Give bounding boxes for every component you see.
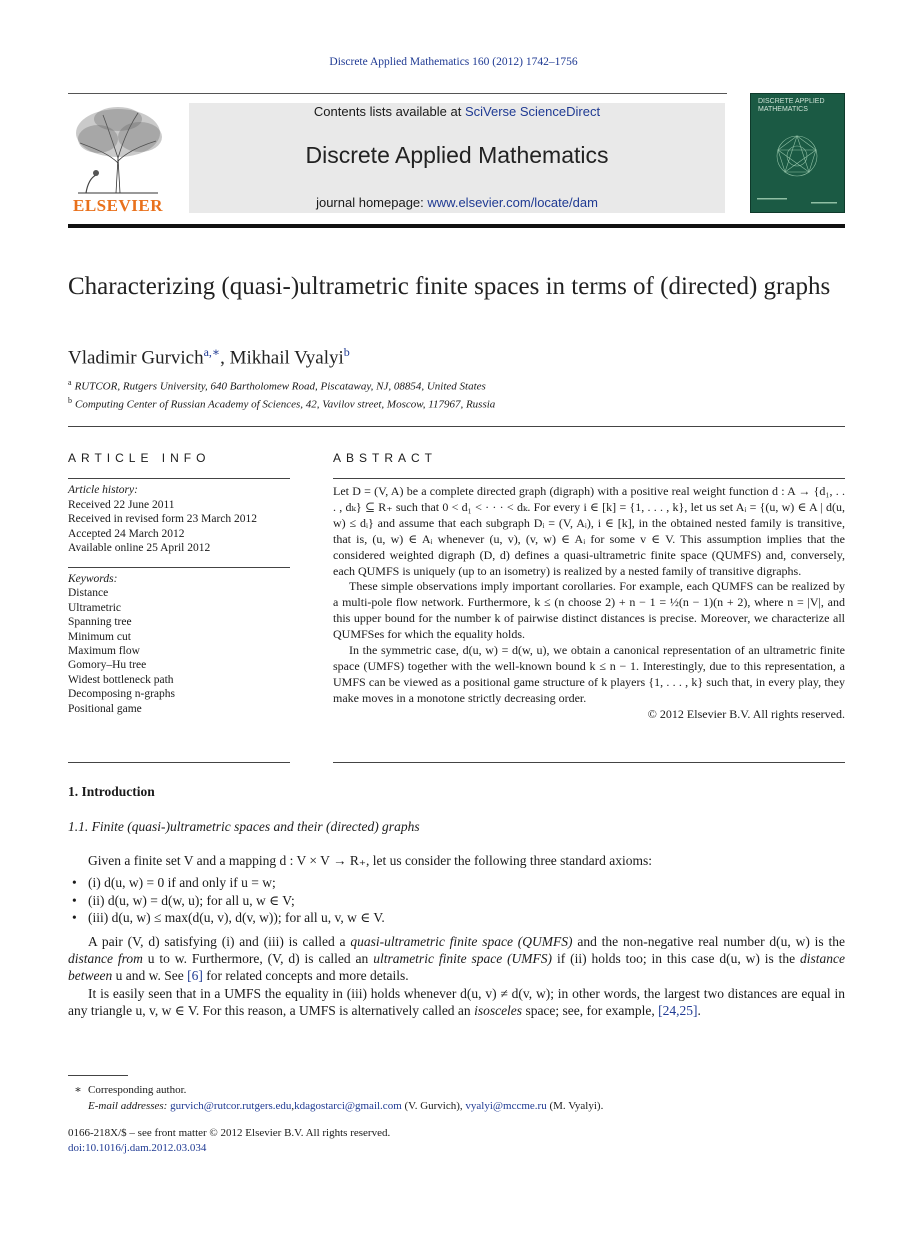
divider (68, 762, 290, 763)
footnote (68, 1082, 845, 1114)
text-run: A pair (V, d) satisfying (i) and (iii) is called a (88, 933, 351, 949)
cover-title: DISCRETE APPLIED MATHEMATICS (758, 98, 825, 113)
sciencedirect-link[interactable]: SciVerse ScienceDirect (464, 104, 601, 119)
corresponding-text: Corresponding author. (88, 1084, 187, 1096)
doi-link[interactable]: doi:10.1016/j.dam.2012.03.034 (68, 1142, 207, 1154)
journal-citation-link[interactable]: Discrete Applied Mathematics 160 (2012) 1742–1756 (329, 56, 578, 68)
header-divider (68, 93, 727, 94)
text-run: and the non-negative real number d(u, w) is the (572, 933, 845, 949)
email-label: E-mail addresses: (88, 1100, 168, 1112)
history-item: Accepted 24 March 2012 (68, 527, 185, 540)
body-paragraph (68, 985, 845, 1020)
text-run: u to w. Furthermore, (V, d) is called an (142, 951, 374, 967)
affiliation-a (68, 378, 486, 393)
axiom-list (68, 874, 845, 926)
affiliation-text: RUTCOR, Rutgers University, 640 Bartholomew Road, Piscataway, NJ, 08854, United States (74, 380, 486, 393)
divider (68, 478, 290, 479)
header-thick-rule (68, 224, 845, 228)
keyword-item: Spanning tree (68, 616, 132, 629)
citation-link[interactable]: [6] (187, 968, 203, 984)
journal-homepage-link[interactable]: www.elsevier.com/locate/dam (427, 195, 598, 210)
keyword-item: Decomposing n-graphs (68, 688, 175, 701)
abstract-paragraph: In the symmetric case, d(u, w) = d(w, u), we obtain a canonical representation of an ultrametric finite space (UMFS) together with the well-known bound k ≤ n − 1. Interestingly, due to this representation, a UMFS can be viewed as a positional game structure of k players {1, . . . , k} such that, in every play, they make moves in a monotone strictly decreasing order. (333, 643, 845, 705)
homepage-prefix: journal homepage: (316, 195, 428, 210)
affiliation-label: b (68, 396, 72, 405)
text-run: It is easily seen that in a UMFS the equality in (iii) holds whenever d(u, v) ≠ d(v, w); in other words, the largest two distances are equal in any triangle u, v, w ∈ V. For this reason, a UMFS is alternatively called an (68, 985, 845, 1019)
affiliation-label: a (68, 378, 72, 387)
emphasis: isosceles (474, 1003, 523, 1019)
citation-link[interactable]: [24,25] (658, 1003, 698, 1019)
email-owner: (M. Vyalyi). (546, 1100, 604, 1112)
body-paragraph (68, 933, 845, 985)
keyword-item: Minimum cut (68, 630, 131, 643)
email-link[interactable]: vyalyi@mccme.ru (465, 1100, 547, 1112)
emphasis: ultrametric finite space (UMFS) (373, 951, 553, 967)
abstract-paragraph: Let D = (V, A) be a complete directed graph (digraph) with a positive real weight function d : A → {d₁, . . . , dₖ} ⊆ R₊ such that 0 < d₁ < · · · < dₖ. For every i ∈ [k] = {1, . . . , k}, let us set Aᵢ = {(u, w) ∈ A | d(u, w) ≤ dᵢ} and assume that each subgraph Dᵢ = (V, Aᵢ), i ∈ [k], in the obtained nested family is transitive, that is, (u, w) ∈ Aᵢ whenever (u, v), (v, w) ∈ Aᵢ for some v ∈ V. This assumption implies that the considered weighted digraph (D, d) defines a quasi-ultrametric finite space (QUMFS) and, conversely, each QUMFS is uniquely (up to an isometry) is realized by a nested family of transitive digraphs. (333, 484, 845, 578)
email-addresses: E-mail addresses: gurvich@rutcor.rutgers.edu,kdagostarci@gmail.com (V. Gurvich), vyalyi@mccme.ru (M. Vyalyi). (88, 1100, 604, 1112)
contents-line (189, 104, 725, 119)
contents-prefix: Contents lists available at (313, 104, 465, 119)
section-divider (68, 426, 845, 427)
emphasis: quasi-ultrametric finite space (QUMFS) (350, 933, 573, 949)
emphasis: distance from (68, 951, 143, 967)
author-name: Vladimir Gurvich (68, 347, 204, 369)
email-link[interactable]: gurvich@rutcor.rutgers.edu (170, 1100, 292, 1112)
history-item: Available online 25 April 2012 (68, 542, 211, 554)
corresponding-author-note (68, 1082, 845, 1098)
axiom-item: • (i) d(u, w) = 0 if and only if u = w; (68, 874, 845, 891)
abstract-body (333, 484, 845, 723)
history-item: Received in revised form 23 March 2012 (68, 513, 258, 525)
text-run: u and w. See (112, 968, 188, 984)
keyword-item: Positional game (68, 702, 142, 715)
front-matter (68, 1126, 390, 1156)
abstract-paragraph: These simple observations imply important corollaries. For example, each QUMFS can be realized by a multi-pole flow network. Furthermore, k ≤ (n choose 2) + n − 1 = ½(n − 1)(n + 2), where n = |V|, and this upper bound for the number k of pairwise distinct distances is precise. Moreover, we characterize all QUMFSes for which the equality holds. (333, 579, 845, 642)
text-run: . (697, 1003, 701, 1019)
article-title: Characterizing (quasi-)ultrametric finite spaces in terms of (directed) graphs (68, 273, 831, 300)
keyword-item: Gomory–Hu tree (68, 659, 147, 672)
keyword-item: Widest bottleneck path (68, 673, 174, 686)
elsevier-wordmark: ELSEVIER (73, 196, 163, 215)
subsection-heading: 1.1. Finite (quasi-)ultrametric spaces and their (directed) graphs (68, 819, 420, 834)
divider (333, 762, 845, 763)
footnote-divider (68, 1075, 128, 1076)
history-item: Received 22 June 2011 (68, 498, 175, 511)
journal-homepage-line (189, 195, 725, 210)
article-history (68, 483, 290, 556)
keywords-label: Keywords: (68, 573, 118, 585)
email-owner: (V. Gurvich), (401, 1100, 466, 1112)
corresponding-mark: ∗ (74, 1084, 82, 1096)
keywords (68, 572, 290, 716)
author-name: Mikhail Vyalyi (229, 347, 344, 369)
abstract-heading: ABSTRACT (333, 451, 438, 465)
article-info-heading: ARTICLE INFO (68, 451, 211, 465)
copyright-notice: © 2012 Elsevier B.V. All rights reserved. (647, 706, 845, 721)
text-run: space; see, for example, (522, 1003, 659, 1019)
divider (333, 478, 845, 479)
journal-name: Discrete Applied Mathematics (305, 142, 609, 168)
author-affiliation-marker[interactable]: a,∗ (203, 345, 221, 359)
author-affiliation-marker[interactable]: b (343, 345, 350, 359)
email-link[interactable]: kdagostarci@gmail.com (294, 1100, 402, 1112)
keyword-item: Distance (68, 587, 109, 600)
keyword-item: Ultrametric (68, 601, 122, 614)
front-matter-text: 0166-218X/$ – see front matter © 2012 Elsevier B.V. All rights reserved. (68, 1127, 391, 1139)
keyword-item: Maximum flow (68, 645, 140, 658)
affiliation-text: Computing Center of Russian Academy of Sciences, 42, Vavilov street, Moscow, 117967, Russia (75, 398, 496, 411)
axiom-item: • (ii) d(u, w) = d(w, u); for all u, w ∈ V; (68, 892, 845, 909)
intro-paragraph: Given a finite set V and a mapping d : V × V → R₊, let us consider the following three standard axioms: (88, 853, 653, 868)
axiom-item: • (iii) d(u, w) ≤ max(d(u, v), d(v, w)); for all u, v, w ∈ V. (68, 909, 845, 926)
author-list: Vladimir Gurvich$^{a,∗}$, Mikhail Vyalyi$^b$ (68, 345, 350, 369)
affiliation-b (68, 396, 495, 411)
divider (68, 567, 290, 568)
section-heading: 1. Introduction (68, 784, 155, 799)
history-label: Article history: (68, 484, 138, 496)
body-text (68, 852, 845, 1020)
text-run: for related concepts and more details. (202, 968, 409, 984)
emphasis: distance between (68, 951, 846, 984)
text-run: if (ii) holds too; in this case d(u, w) is the (552, 951, 801, 967)
